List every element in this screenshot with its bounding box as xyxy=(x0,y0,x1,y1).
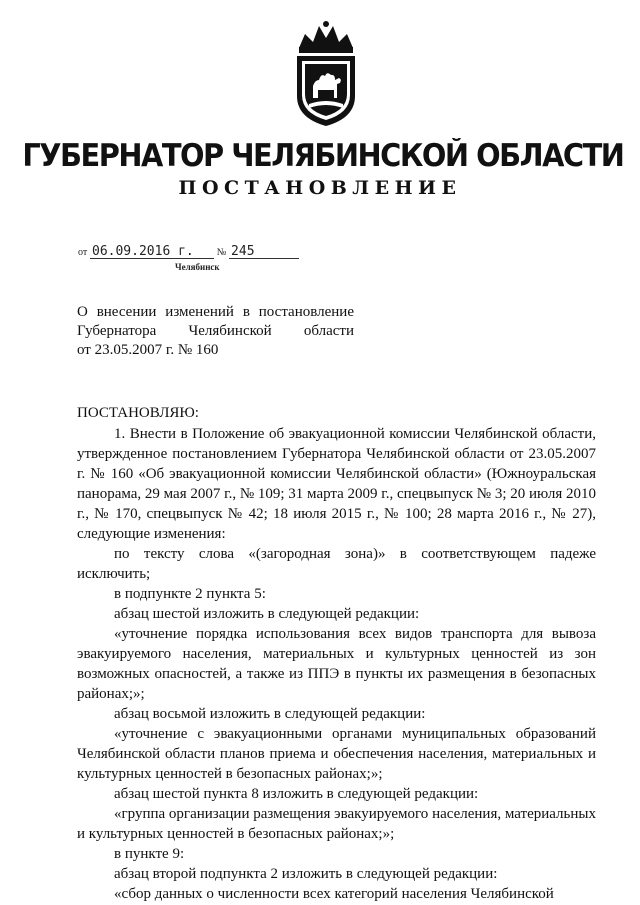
resolution-heading: ПОСТАНОВЛЯЮ: xyxy=(77,405,199,421)
document-type: ПОСТАНОВЛЕНИЕ xyxy=(178,177,462,199)
body-paragraph: «сбор данных о численности всех категорий населения Челябинской xyxy=(114,886,554,902)
subject-line: Губернатора Челябинской области xyxy=(77,323,354,339)
document-body xyxy=(77,403,596,904)
date-prefix: от xyxy=(78,247,88,258)
body-paragraph: по тексту слова «(загородная зона)» в соответствующем падеже исключить; xyxy=(77,546,596,582)
issuer-title: ГУБЕРНАТОР ЧЕЛЯБИНСКОЙ ОБЛАСТИ xyxy=(22,138,624,174)
subject-line: О внесении изменений в постановление xyxy=(77,304,354,320)
body-paragraph: абзац восьмой изложить в следующей редакции: xyxy=(114,706,426,722)
body-paragraph: 1. Внести в Положение об эвакуационной комиссии Челябинской области, утвержденное постановлением Губернатора Челябинской области от 23.05.2007 г. № 160 «Об эвакуационной комиссии Челябинской области» (Южноуральская панорама, 29 мая 2007 г., № 109; 31 марта 2009 г., спецвыпуск № 3; 20 июля 2010 г., № 170, спецвыпуск № 42; 18 июля 2015 г., № 100; 28 марта 2016 г., № 27), следующие изменения: xyxy=(77,426,596,542)
body-paragraph: «группа организации размещения эвакуируемого населения, материальных и культурных ценностей в безопасных районах;»; xyxy=(77,806,596,842)
body-paragraph: в подпункте 2 пункта 5: xyxy=(114,586,266,602)
body-paragraph: абзац шестой пункта 8 изложить в следующей редакции: xyxy=(114,786,479,802)
body-paragraph: абзац шестой изложить в следующей редакции: xyxy=(114,606,420,622)
date-number-line xyxy=(78,245,299,259)
coat-of-arms-icon xyxy=(285,18,367,128)
body-paragraph: «уточнение порядка использования всех видов транспорта для вывоза эвакуируемого населения, материальных и культурных ценностей из зон возможных опасностей, а также из ППЭ в пункты их размещения в безопасных районах;»; xyxy=(77,626,596,702)
body-paragraph: абзац второй подпункта 2 изложить в следующей редакции: xyxy=(114,866,498,882)
city-label: Челябинск xyxy=(175,262,220,272)
document-date: 06.09.2016 г. xyxy=(90,245,214,259)
subject-line: от 23.05.2007 г. № 160 xyxy=(77,342,219,358)
document-subject xyxy=(77,303,354,360)
body-paragraph: «уточнение с эвакуационными органами муниципальных образований Челябинской области планов приема и обеспечения населения, материальных и культурных ценностей в безопасных районах;»; xyxy=(77,726,596,782)
number-prefix: № xyxy=(216,247,227,258)
document-number: 245 xyxy=(229,245,299,259)
body-paragraph: в пункте 9: xyxy=(114,846,185,862)
